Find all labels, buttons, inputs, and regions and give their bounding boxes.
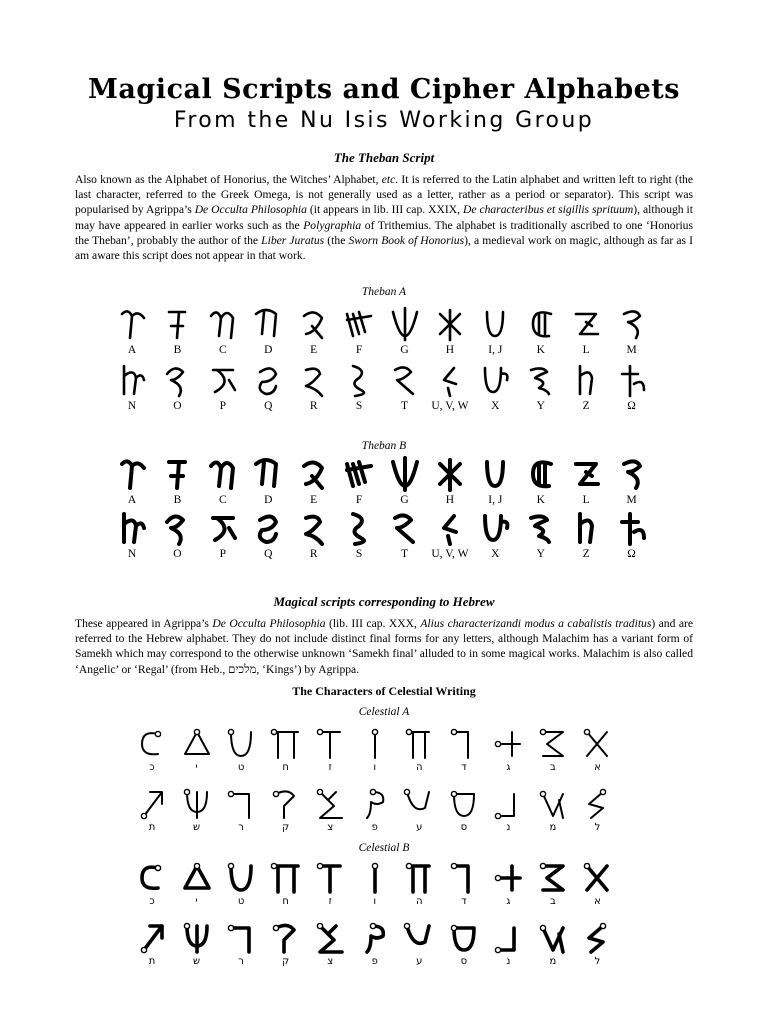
- script-letter: [531, 786, 575, 833]
- script-letter: [442, 726, 486, 773]
- letter-label: H: [445, 494, 455, 506]
- letter-label: T: [400, 548, 409, 560]
- script-glyph-icon: [616, 362, 648, 398]
- letter-label: ט: [237, 762, 245, 773]
- script-glyph-icon: [136, 920, 168, 956]
- script-glyph-icon: [448, 860, 480, 896]
- script-letter: [610, 362, 654, 412]
- script-glyph-icon: [434, 362, 466, 398]
- script-glyph-icon: [616, 456, 648, 492]
- script-letter: [337, 456, 381, 506]
- script-glyph-icon: [448, 920, 480, 956]
- letter-label: P: [219, 400, 227, 412]
- script-glyph-icon: [161, 362, 193, 398]
- script-letter: [201, 306, 245, 356]
- script-letter: [264, 726, 308, 773]
- script-glyph-icon: [403, 920, 435, 956]
- script-glyph-icon: [389, 362, 421, 398]
- script-glyph-icon: [479, 510, 511, 546]
- letter-label: T: [400, 400, 409, 412]
- script-glyph-icon: [492, 920, 524, 956]
- script-letter: [337, 510, 381, 560]
- script-letter: [575, 726, 619, 773]
- script-letter: [486, 726, 530, 773]
- script-letter: [155, 510, 199, 560]
- script-letter: [130, 920, 174, 967]
- letter-label: ו: [373, 762, 377, 773]
- letter-label: ז: [328, 896, 332, 907]
- script-glyph-icon: [479, 306, 511, 342]
- script-letter: [575, 920, 619, 967]
- celestial-b-caption: Celestial B: [358, 842, 410, 854]
- script-glyph-icon: [343, 510, 375, 546]
- script-letter: [155, 456, 199, 506]
- script-letter: [383, 510, 427, 560]
- script-letter: [175, 860, 219, 907]
- letter-label: נ: [506, 822, 511, 833]
- script-letter: [110, 456, 154, 506]
- script-letter: [473, 306, 517, 356]
- script-letter: [219, 726, 263, 773]
- script-glyph-icon: [434, 456, 466, 492]
- letter-label: ה: [415, 762, 423, 773]
- letter-label: צ: [327, 956, 334, 967]
- script-letter: [292, 362, 336, 412]
- script-letter: [486, 786, 530, 833]
- script-letter: [246, 362, 290, 412]
- letter-label: ל: [594, 956, 601, 967]
- script-glyph-icon: [161, 456, 193, 492]
- script-glyph-icon: [359, 860, 391, 896]
- script-glyph-icon: [136, 726, 168, 762]
- letter-label: U, V, W: [431, 400, 469, 412]
- script-letter: [531, 920, 575, 967]
- script-letter: [486, 860, 530, 907]
- script-glyph-icon: [116, 510, 148, 546]
- script-glyph-icon: [298, 362, 330, 398]
- script-glyph-icon: [403, 726, 435, 762]
- letter-label: צ: [327, 822, 334, 833]
- letter-label: Y: [536, 548, 545, 560]
- script-letter: [519, 306, 563, 356]
- script-letter: [473, 510, 517, 560]
- letter-label: מ: [549, 822, 557, 833]
- script-letter: [397, 786, 441, 833]
- letter-label: ר: [238, 822, 244, 833]
- letter-label: ח: [282, 896, 289, 907]
- script-glyph-icon: [492, 860, 524, 896]
- script-letter: [519, 456, 563, 506]
- script-letter: [564, 362, 608, 412]
- script-letter: [575, 786, 619, 833]
- letter-label: ז: [328, 762, 332, 773]
- script-glyph-icon: [270, 786, 302, 822]
- letter-label: ל: [594, 822, 601, 833]
- page-subtitle: From the Nu Isis Working Group: [173, 108, 595, 133]
- script-glyph-icon: [537, 860, 569, 896]
- script-glyph-icon: [207, 362, 239, 398]
- letter-label: A: [127, 494, 137, 506]
- script-letter: [175, 726, 219, 773]
- letter-label: Q: [264, 400, 273, 412]
- script-letter: [246, 456, 290, 506]
- script-glyph-icon: [616, 306, 648, 342]
- letter-label: ט: [237, 896, 245, 907]
- script-glyph-icon: [225, 860, 257, 896]
- script-glyph-icon: [136, 786, 168, 822]
- letter-label: M: [626, 344, 637, 356]
- letter-label: ג: [506, 896, 511, 907]
- letter-label: X: [491, 400, 500, 412]
- letter-label: Z: [582, 400, 590, 412]
- page-title: Magical Scripts and Cipher Alphabets: [88, 74, 680, 105]
- letter-label: E: [310, 494, 318, 506]
- script-letter: [442, 860, 486, 907]
- script-letter: [110, 510, 154, 560]
- script-glyph-icon: [434, 306, 466, 342]
- letter-label: H: [445, 344, 455, 356]
- script-letter: [428, 306, 472, 356]
- script-glyph-icon: [359, 920, 391, 956]
- script-letter: [292, 510, 336, 560]
- script-glyph-icon: [343, 362, 375, 398]
- script-letter: [383, 306, 427, 356]
- letter-label: P: [219, 548, 227, 560]
- script-glyph-icon: [479, 456, 511, 492]
- script-glyph-icon: [581, 786, 613, 822]
- script-letter: [442, 786, 486, 833]
- letter-label: ק: [282, 956, 290, 967]
- script-glyph-icon: [359, 786, 391, 822]
- script-letter: [519, 362, 563, 412]
- script-glyph-icon: [298, 510, 330, 546]
- script-glyph-icon: [252, 456, 284, 492]
- script-glyph-icon: [314, 726, 346, 762]
- script-letter: [155, 362, 199, 412]
- letter-label: R: [309, 548, 318, 560]
- letter-label: Z: [582, 548, 590, 560]
- script-glyph-icon: [270, 920, 302, 956]
- letter-label: Ω: [627, 548, 636, 560]
- theban-paragraph: Also known as the Alphabet of Honorius, the Witches’ Alphabet, etc. It is referred to the Latin alphabet and written left to right (the last character, referred to the Greek Omega, is not generally used as a letter, rather as a period or separator). This script was popularised by Agrippa’s De Occulta Philosophia (it appears in lib. III cap. XXIX, De characteribus et sigillis sprituum), although it may have appeared in earlier works such as the Polygraphia of Trithemius. The alphabet is traditionally ascribed to one ‘Honorius the Theban’, probably the author of the Liber Juratus (the Sworn Book of Honorius), a medieval work on magic, although as far as I am aware this script does not appear in that work.: [75, 173, 693, 263]
- script-glyph-icon: [161, 306, 193, 342]
- script-glyph-icon: [181, 920, 213, 956]
- script-letter: [201, 362, 245, 412]
- script-glyph-icon: [525, 456, 557, 492]
- script-letter: [353, 920, 397, 967]
- script-letter: [201, 456, 245, 506]
- script-glyph-icon: [252, 510, 284, 546]
- script-glyph-icon: [116, 362, 148, 398]
- script-letter: [564, 510, 608, 560]
- script-glyph-icon: [581, 920, 613, 956]
- script-glyph-icon: [270, 726, 302, 762]
- letter-label: כ: [149, 762, 155, 773]
- theban-b-caption: Theban B: [361, 440, 407, 452]
- letter-label: N: [127, 548, 137, 560]
- script-letter: [531, 860, 575, 907]
- script-letter: [292, 456, 336, 506]
- letter-label: ג: [506, 762, 511, 773]
- letter-label: פ: [371, 956, 378, 967]
- script-glyph-icon: [537, 786, 569, 822]
- letter-label: ו: [373, 896, 377, 907]
- script-glyph-icon: [181, 860, 213, 896]
- letter-label: S: [355, 548, 363, 560]
- script-glyph-icon: [225, 726, 257, 762]
- script-letter: [246, 306, 290, 356]
- script-letter: [564, 456, 608, 506]
- theban-heading: The Theban Script: [333, 150, 435, 165]
- script-glyph-icon: [581, 860, 613, 896]
- script-letter: [175, 786, 219, 833]
- letter-label: ע: [416, 822, 423, 833]
- script-letter: [219, 786, 263, 833]
- script-letter: [610, 456, 654, 506]
- script-glyph-icon: [537, 726, 569, 762]
- script-glyph-icon: [298, 306, 330, 342]
- script-glyph-icon: [207, 306, 239, 342]
- script-letter: [383, 362, 427, 412]
- script-glyph-icon: [525, 510, 557, 546]
- script-glyph-icon: [525, 362, 557, 398]
- letter-label: X: [491, 548, 500, 560]
- script-letter: [219, 860, 263, 907]
- letter-label: Ω: [627, 400, 636, 412]
- script-letter: [201, 510, 245, 560]
- script-glyph-icon: [492, 786, 524, 822]
- script-letter: [473, 456, 517, 506]
- script-letter: [397, 920, 441, 967]
- script-letter: [264, 786, 308, 833]
- hebrew-heading: Magical scripts corresponding to Hebrew: [273, 594, 495, 609]
- script-letter: [353, 860, 397, 907]
- letter-label: N: [127, 400, 137, 412]
- script-letter: [428, 456, 472, 506]
- script-letter: [442, 920, 486, 967]
- letter-label: ת: [148, 822, 156, 833]
- script-glyph-icon: [389, 306, 421, 342]
- letter-label: ס: [460, 956, 468, 967]
- letter-label: K: [536, 344, 545, 356]
- script-glyph-icon: [359, 726, 391, 762]
- script-glyph-icon: [492, 726, 524, 762]
- letter-label: A: [127, 344, 137, 356]
- letter-label: ה: [415, 896, 423, 907]
- script-letter: [486, 920, 530, 967]
- script-glyph-icon: [225, 786, 257, 822]
- script-letter: [155, 306, 199, 356]
- script-glyph-icon: [314, 786, 346, 822]
- letter-label: M: [626, 494, 637, 506]
- script-letter: [473, 362, 517, 412]
- letter-label: U, V, W: [431, 548, 469, 560]
- script-glyph-icon: [343, 306, 375, 342]
- letter-label: O: [173, 548, 182, 560]
- letter-label: F: [355, 494, 363, 506]
- letter-label: R: [309, 400, 318, 412]
- script-letter: [519, 510, 563, 560]
- script-glyph-icon: [570, 510, 602, 546]
- script-glyph-icon: [403, 786, 435, 822]
- script-glyph-icon: [570, 306, 602, 342]
- script-glyph-icon: [161, 510, 193, 546]
- script-glyph-icon: [136, 860, 168, 896]
- letter-label: ק: [282, 822, 290, 833]
- script-glyph-icon: [207, 456, 239, 492]
- script-glyph-icon: [116, 306, 148, 342]
- script-letter: [246, 510, 290, 560]
- hebrew-paragraph: These appeared in Agrippa’s De Occulta Philosophia (lib. III cap. XXX, Alius characterizandi modus a cabalistis traditus) and are referred to the Hebrew alphabet. They do not include distinct final forms for any letters, although Malachim has a variant form of Samekh which may correspond to the otherwise unknown ‘Samekh final’ alluded to in some magical works. Malachim is also called ‘Angelic’ or ‘Regal’ (from Heb., מלכים, ‘Kings’) by Agrippa.: [75, 617, 693, 676]
- letter-label: כ: [149, 896, 155, 907]
- script-glyph-icon: [389, 456, 421, 492]
- script-letter: [308, 860, 352, 907]
- script-letter: [397, 726, 441, 773]
- script-glyph-icon: [434, 510, 466, 546]
- script-glyph-icon: [448, 786, 480, 822]
- script-letter: [353, 726, 397, 773]
- celestial-heading: The Characters of Celestial Writing: [292, 684, 476, 698]
- script-letter: [428, 362, 472, 412]
- script-letter: [130, 726, 174, 773]
- letter-label: S: [355, 400, 363, 412]
- celestial-a-caption: Celestial A: [358, 706, 410, 718]
- script-glyph-icon: [314, 920, 346, 956]
- letter-label: ד: [461, 762, 467, 773]
- script-glyph-icon: [570, 362, 602, 398]
- letter-label: C: [218, 344, 227, 356]
- script-glyph-icon: [314, 860, 346, 896]
- letter-label: C: [218, 494, 227, 506]
- letter-label: Y: [536, 400, 545, 412]
- letter-label: I, J: [488, 344, 503, 356]
- script-letter: [610, 306, 654, 356]
- script-glyph-icon: [298, 456, 330, 492]
- script-letter: [308, 786, 352, 833]
- script-glyph-icon: [389, 510, 421, 546]
- script-letter: [337, 306, 381, 356]
- letter-label: נ: [506, 956, 511, 967]
- script-glyph-icon: [616, 510, 648, 546]
- letter-label: ס: [460, 822, 468, 833]
- letter-label: ש: [192, 822, 201, 833]
- letter-label: L: [582, 344, 590, 356]
- letter-label: י: [195, 762, 198, 773]
- letter-label: F: [355, 344, 363, 356]
- script-letter: [264, 860, 308, 907]
- letter-label: ד: [461, 896, 467, 907]
- letter-label: א: [594, 762, 601, 773]
- letter-label: K: [536, 494, 545, 506]
- script-glyph-icon: [570, 456, 602, 492]
- script-letter: [337, 362, 381, 412]
- letter-label: ע: [416, 956, 423, 967]
- script-letter: [175, 920, 219, 967]
- script-glyph-icon: [581, 726, 613, 762]
- letter-label: ר: [238, 956, 244, 967]
- script-letter: [353, 786, 397, 833]
- letter-label: Q: [264, 548, 273, 560]
- theban-a-caption: Theban A: [361, 286, 407, 298]
- letter-label: D: [264, 494, 273, 506]
- script-glyph-icon: [181, 726, 213, 762]
- script-letter: [383, 456, 427, 506]
- script-glyph-icon: [343, 456, 375, 492]
- script-glyph-icon: [116, 456, 148, 492]
- letter-label: ב: [550, 762, 556, 773]
- script-letter: [308, 726, 352, 773]
- letter-label: י: [195, 896, 198, 907]
- letter-label: O: [173, 400, 182, 412]
- script-glyph-icon: [537, 920, 569, 956]
- script-letter: [219, 920, 263, 967]
- letter-label: E: [310, 344, 318, 356]
- letter-label: פ: [371, 822, 378, 833]
- letter-label: L: [582, 494, 590, 506]
- script-glyph-icon: [479, 362, 511, 398]
- script-letter: [575, 860, 619, 907]
- script-letter: [264, 920, 308, 967]
- script-letter: [531, 726, 575, 773]
- script-glyph-icon: [225, 920, 257, 956]
- script-glyph-icon: [252, 306, 284, 342]
- script-letter: [130, 860, 174, 907]
- script-letter: [564, 306, 608, 356]
- script-glyph-icon: [448, 726, 480, 762]
- script-letter: [610, 510, 654, 560]
- letter-label: G: [400, 344, 409, 356]
- script-glyph-icon: [525, 306, 557, 342]
- script-glyph-icon: [207, 510, 239, 546]
- script-letter: [428, 510, 472, 560]
- letter-label: מ: [549, 956, 557, 967]
- script-glyph-icon: [403, 860, 435, 896]
- letter-label: ח: [282, 762, 289, 773]
- letter-label: D: [264, 344, 273, 356]
- letter-label: ת: [148, 956, 156, 967]
- letter-label: B: [173, 344, 182, 356]
- letter-label: I, J: [488, 494, 503, 506]
- script-letter: [397, 860, 441, 907]
- script-letter: [110, 362, 154, 412]
- letter-label: B: [173, 494, 182, 506]
- letter-label: ב: [550, 896, 556, 907]
- script-glyph-icon: [181, 786, 213, 822]
- script-letter: [110, 306, 154, 356]
- script-glyph-icon: [270, 860, 302, 896]
- letter-label: ש: [192, 956, 201, 967]
- letter-label: G: [400, 494, 409, 506]
- script-letter: [308, 920, 352, 967]
- script-letter: [292, 306, 336, 356]
- script-glyph-icon: [252, 362, 284, 398]
- letter-label: א: [594, 896, 601, 907]
- script-letter: [130, 786, 174, 833]
